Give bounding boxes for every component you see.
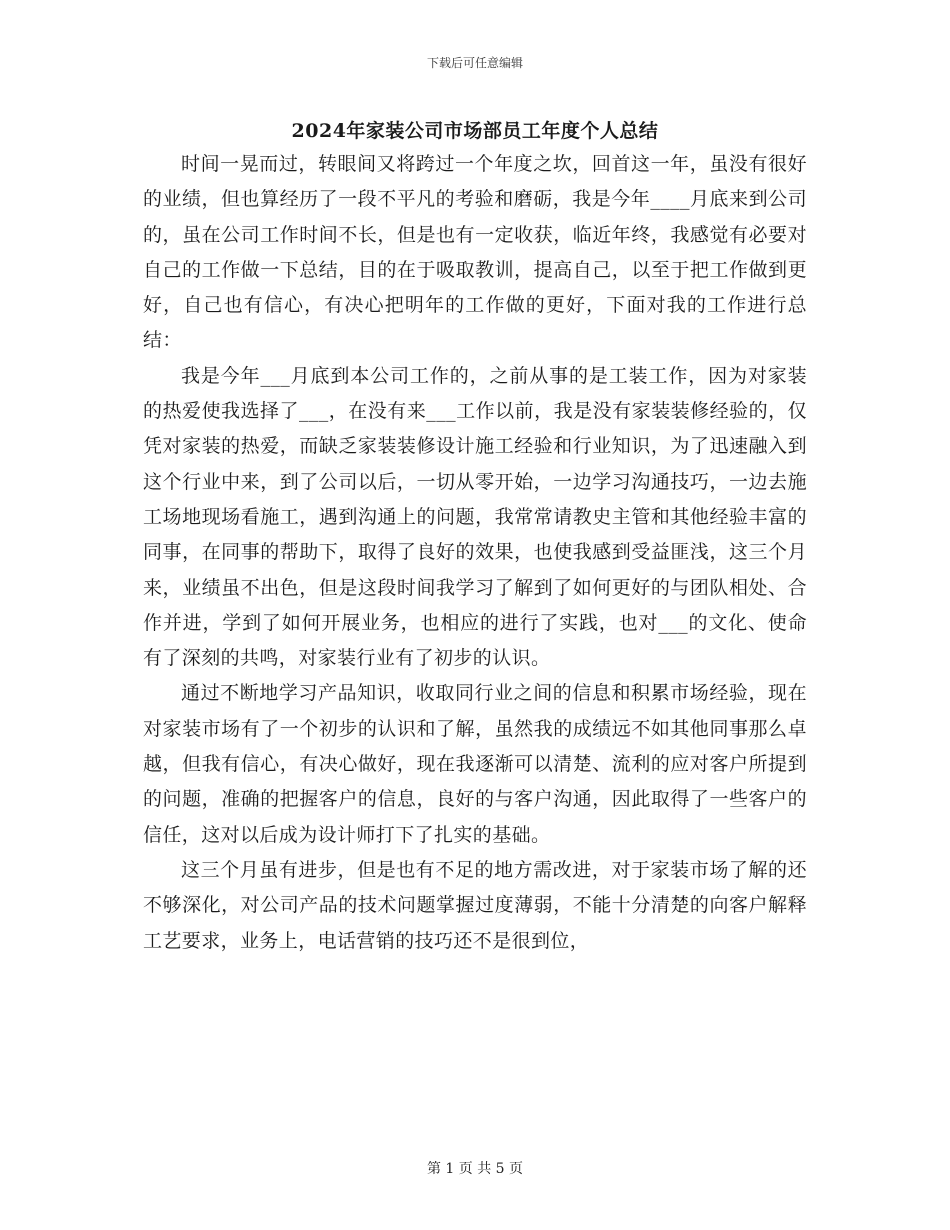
paragraph-2: 我是今年___月底到本公司工作的，之前从事的是工装工作，因为对家装的热爱使我选择了___，在没有来___工作以前，我是没有家装装修经验的，仅凭对家装的热爱，而缺乏家装装修设计施工经验和行业知识，为了迅速融入到这个行业中来，到了公司以后，一切从零开始，一边学习沟通技巧，一边去施工场地现场看施工，遇到沟通上的问题，我常常请教史主管和其他经验丰富的同事，在同事的帮助下，取得了良好的效果，也使我感到受益匪浅，这三个月来，业绩虽不出色，但是这段时间我学习了解到了如何更好的与团队相处、合作并进，学到了如何开展业务，也相应的进行了实践，也对___的文化、使命有了深刻的共鸣，对家装行业有了初步的认识。 xyxy=(143,364,807,670)
page-number: 第 1 页 共 5 页 xyxy=(426,1161,524,1177)
paragraph-4: 这三个月虽有进步，但是也有不足的地方需改进，对于家装市场了解的还不够深化，对公司产品的技术问题掌握过度薄弱，不能十分清楚的向客户解释工艺要求，业务上，电话营销的技巧还不是很到位， xyxy=(143,858,807,952)
paragraph-1: 时间一晃而过，转眼间又将跨过一个年度之坎，回首这一年，虽没有很好的业绩，但也算经历了一段不平凡的考验和磨砺，我是今年____月底来到公司的，虽在公司工作时间不长，但是也有一定收获，临近年终，我感觉有必要对自己的工作做一下总结，目的在于吸取教训，提高自己，以至于把工作做到更好，自己也有信心，有决心把明年的工作做的更好，下面对我的工作进行总结： xyxy=(143,153,807,352)
paragraph-3: 通过不断地学习产品知识，收取同行业之间的信息和积累市场经验，现在对家装市场有了一个初步的认识和了解，虽然我的成绩远不如其他同事那么卓越，但我有信心，有决心做好，现在我逐渐可以清楚、流利的应对客户所提到的问题，准确的把握客户的信息，良好的与客户沟通，因此取得了一些客户的信任，这对以后成为设计师打下了扎实的基础。 xyxy=(143,682,807,846)
document-body xyxy=(143,147,807,959)
document-title: 2024年家装公司市场部员工年度个人总结 xyxy=(291,120,659,142)
page-header-note: 下载后可任意编辑 xyxy=(426,56,523,70)
